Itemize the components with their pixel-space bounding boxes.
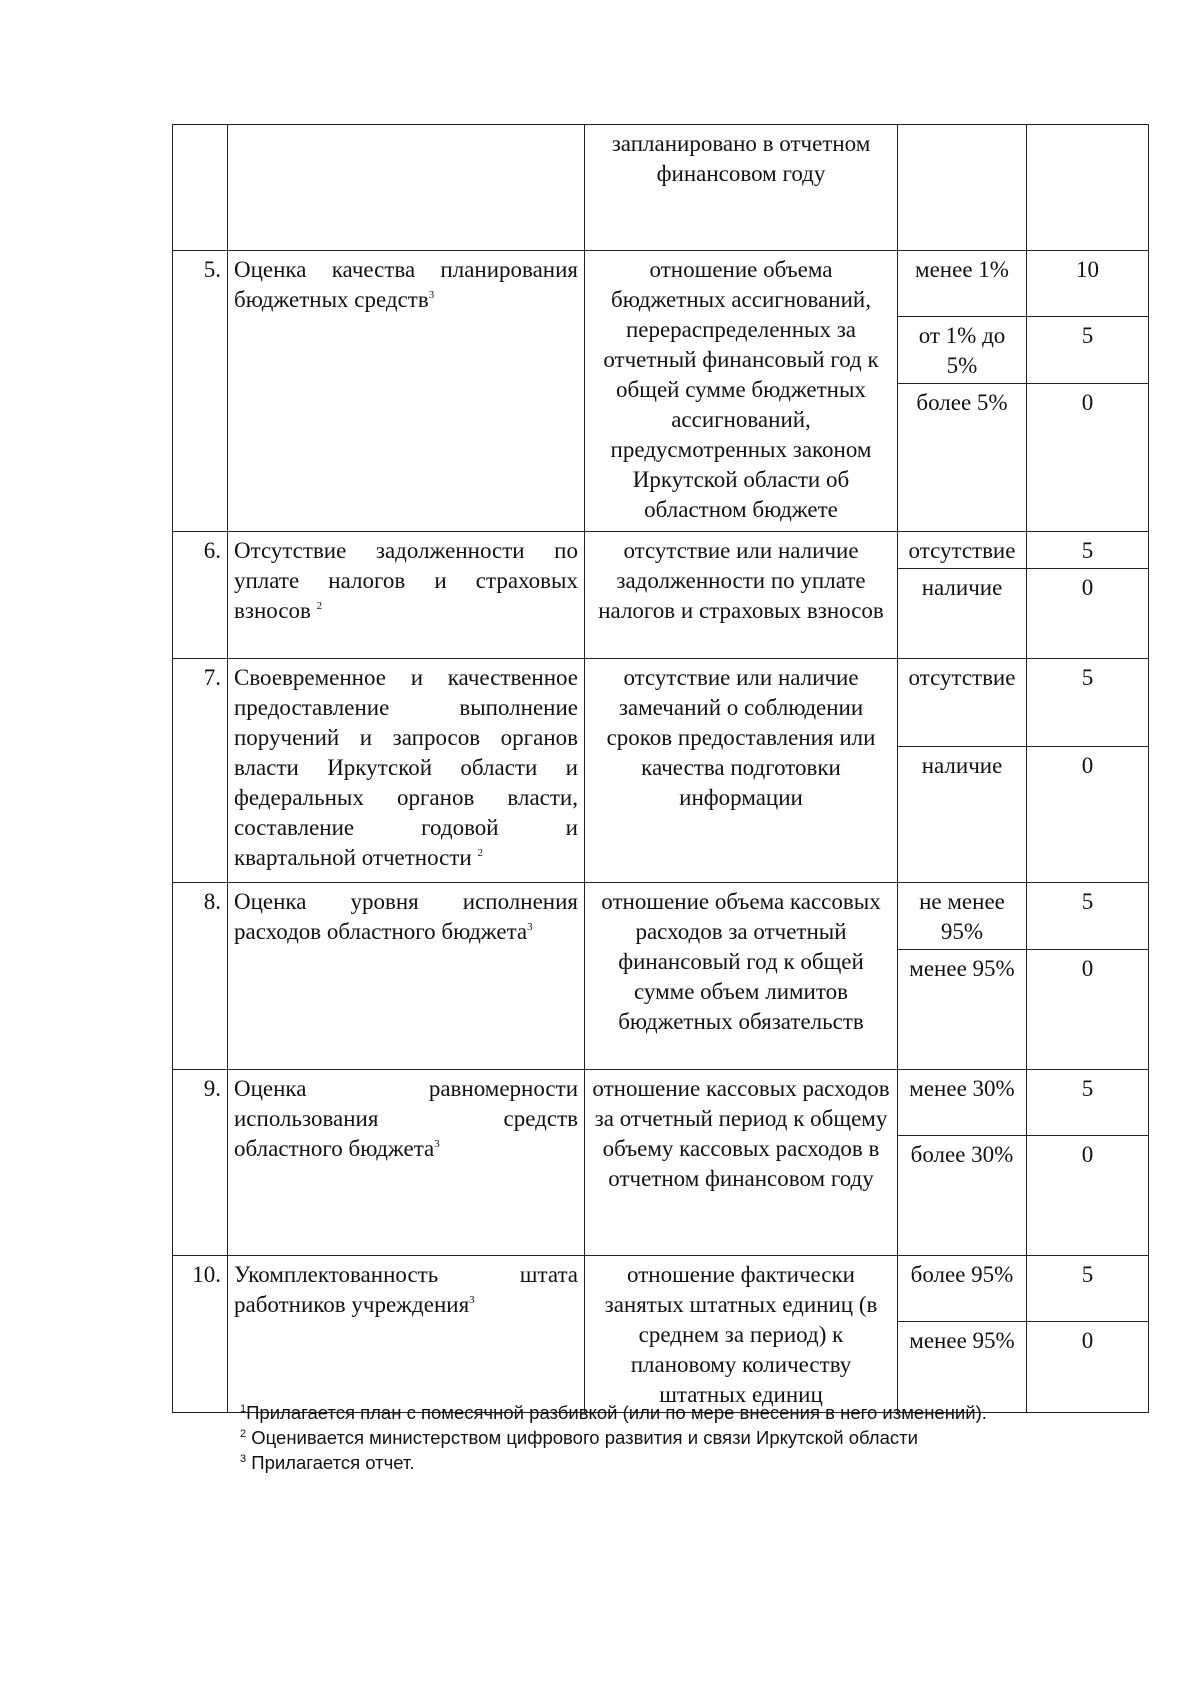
criterion-name-line: взносов [234,598,311,623]
score-cell: 0 [1027,384,1149,532]
footnote-mark: 3 [240,1453,247,1465]
criterion-name-line: поручений и запросов органов [234,725,578,750]
footnote-text: Прилагается план с помесячной разбивкой (или по мере внесения в него изменений). [246,1402,987,1423]
criterion-name-line: квартальной отчетности [234,845,472,870]
row-number-cell [173,125,228,251]
table-row [173,125,1149,251]
score-cell: 5 [1027,1256,1149,1322]
criteria-table [172,124,1149,1413]
footnote-mark: 1 [240,1403,247,1415]
score-cell: 0 [1027,950,1149,1070]
formula-cell: отсутствие или наличие задолженности по уплате налогов и страховых взносов [585,532,898,659]
condition-cell: менее 95% [898,950,1027,1070]
condition-cell: более 95% [898,1256,1027,1322]
condition-cell: менее 30% [898,1070,1027,1136]
criterion-name-line: областного бюджета [234,1136,435,1161]
criterion-name-line: федеральных органов власти, [234,785,578,810]
condition-cell: наличие [898,747,1027,883]
criterion-name-line: уплате налогов и страховых [234,568,578,593]
condition-cell: от 1% до 5% [898,317,1027,384]
score-cell: 5 [1027,1070,1149,1136]
score-cell: 5 [1027,317,1149,384]
condition-cell: более 5% [898,384,1027,532]
criterion-name-line: Своевременное и качественное [234,665,578,690]
criterion-name-cell [228,1256,585,1413]
table-row [173,1070,1149,1136]
criterion-name-cell [228,251,585,532]
table-row [173,883,1149,950]
footnote-text: Оценивается министерством цифрового развития и связи Иркутской области [251,1427,918,1448]
footnote-mark: 2 [240,1428,247,1440]
criterion-name-line: Оценка уровня исполнения [234,889,578,914]
row-number-cell: 5. [173,251,228,532]
formula-cell: отношение объема бюджетных ассигнований, перераспределенных за отчетный финансовый год к общей сумме бюджетных ассигнований, предусмотренных законом Иркутской области об областном бюджете [585,251,898,532]
formula-cell: отношение объема кассовых расходов за отчетный финансовый год к общей сумме объем лимитов бюджетных обязательств [585,883,898,1070]
score-cell: 5 [1027,532,1149,569]
score-cell [1027,125,1149,251]
condition-cell: более 30% [898,1136,1027,1256]
footnote-mark: 3 [434,1138,440,1150]
footnote-mark: 3 [469,1294,475,1306]
criterion-name-line: власти Иркутской области и [234,755,578,780]
condition-cell: наличие [898,569,1027,659]
formula-cell: отношение кассовых расходов за отчетный период к общему объему кассовых расходов в отчетном финансовом году [585,1070,898,1256]
row-number-cell: 8. [173,883,228,1070]
row-number-cell: 9. [173,1070,228,1256]
footnote-mark: 2 [477,847,483,859]
criterion-name-cell [228,1070,585,1256]
criterion-name: Оценка качества планирования бюджетных средств [234,257,578,312]
row-number-cell: 6. [173,532,228,659]
formula-cell: отсутствие или наличие замечаний о соблюдении сроков предоставления или качества подготовки информации [585,659,898,883]
footnote-mark: 3 [428,289,435,301]
condition-cell: менее 1% [898,251,1027,317]
condition-cell [898,125,1027,251]
criterion-name-cell [228,883,585,1070]
condition-cell: не менее 95% [898,883,1027,950]
criterion-name-line: Укомплектованность штата [234,1262,578,1287]
criterion-name-line: предоставление выполнение [234,695,578,720]
criterion-name-line: работников учреждения [234,1292,470,1317]
formula-cell: запланировано в отчетном финансовом году [585,125,898,251]
criterion-name-line: Отсутствие задолженности по [234,538,578,563]
condition-cell: отсутствие [898,532,1027,569]
score-cell: 5 [1027,883,1149,950]
formula-cell: отношение фактически занятых штатных единиц (в среднем за период) к плановому количеству штатных единиц [585,1256,898,1413]
footnote-text: Прилагается отчет. [251,1452,415,1473]
condition-cell: отсутствие [898,659,1027,747]
footnotes [240,1400,1140,1475]
table-row [173,251,1149,317]
criterion-name-cell [228,125,585,251]
score-cell: 10 [1027,251,1149,317]
score-cell: 5 [1027,659,1149,747]
score-cell: 0 [1027,569,1149,659]
row-number-cell: 7. [173,659,228,883]
criterion-name-line: использования средств [234,1106,578,1131]
row-number-cell: 10. [173,1256,228,1413]
score-cell: 0 [1027,747,1149,883]
criterion-name-line: составление годовой и [234,815,578,840]
score-cell: 0 [1027,1322,1149,1413]
criterion-name-line: Оценка равномерности [234,1076,578,1101]
table-row [173,659,1149,747]
footnote [240,1425,1140,1450]
criterion-name-cell [228,659,585,883]
table-row [173,1256,1149,1322]
criterion-name-cell [228,532,585,659]
footnote-mark: 2 [316,600,323,612]
footnote [240,1400,1140,1425]
footnote-mark: 3 [527,921,533,933]
footnote [240,1450,1140,1475]
criterion-name-line: расходов областного бюджета [234,919,528,944]
condition-cell: менее 95% [898,1322,1027,1413]
score-cell: 0 [1027,1136,1149,1256]
table-row [173,532,1149,569]
